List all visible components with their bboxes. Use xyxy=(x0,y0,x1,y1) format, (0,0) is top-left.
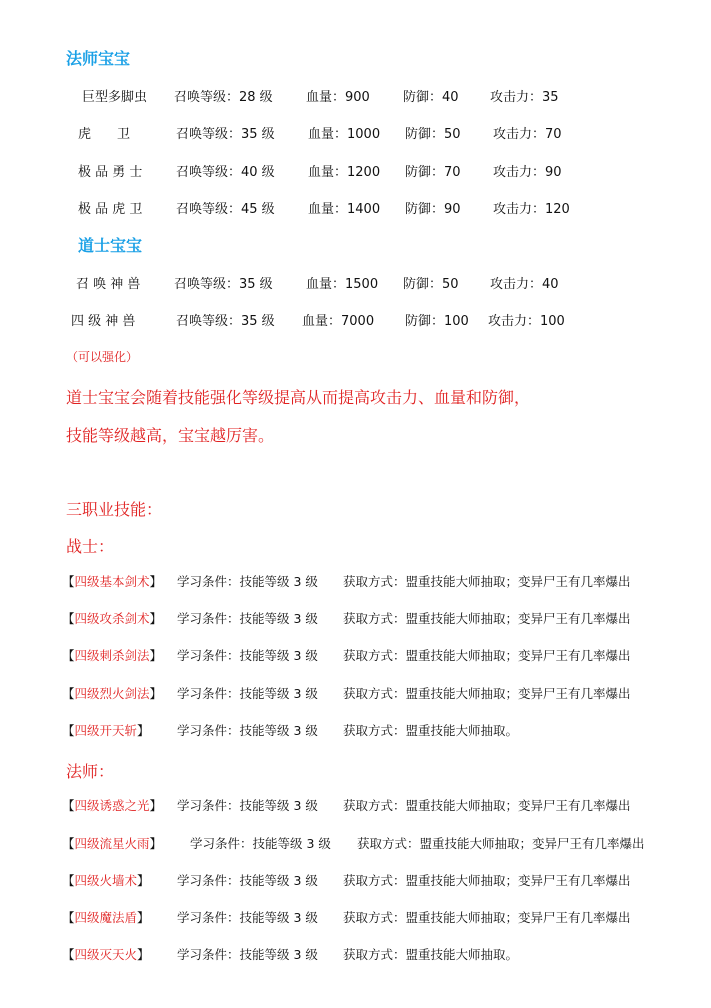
skill-name: 【四级诱惑之光】 xyxy=(62,798,163,813)
pet-level: 召唤等级：40 级 xyxy=(176,165,275,180)
pet-level: 召唤等级：35 级 xyxy=(176,127,275,142)
pet-name: 巨型多脚虫 xyxy=(82,90,148,105)
warrior-heading: 战士： xyxy=(66,537,115,556)
skill-name: 【四级攻杀剑术】 xyxy=(62,611,163,626)
skill-requirement: 学习条件：技能等级 3 级 xyxy=(177,873,318,888)
enhance-note: （可以强化） xyxy=(66,350,139,364)
skill-requirement: 学习条件：技能等级 3 级 xyxy=(177,611,318,626)
skill-name: 【四级火墙术】 xyxy=(62,873,150,888)
skill-requirement: 学习条件：技能等级 3 级 xyxy=(177,798,318,813)
skill-name: 【四级基本剑术】 xyxy=(62,574,163,589)
pet-name: 极 品 勇 士 xyxy=(78,165,143,180)
skill-acquisition: 获取方式：盟重技能大师抽取；变异尸王有几率爆出 xyxy=(357,836,645,851)
skill-name: 【四级烈火剑法】 xyxy=(62,686,163,701)
skill-requirement: 学习条件：技能等级 3 级 xyxy=(177,648,318,663)
pet-atk: 攻击力：90 xyxy=(493,165,562,180)
skill-name: 【四级开天斩】 xyxy=(62,723,150,738)
skill-acquisition: 获取方式：盟重技能大师抽取；变异尸王有几率爆出 xyxy=(343,648,631,663)
skills-heading: 三职业技能： xyxy=(66,500,163,519)
pet-atk: 攻击力：35 xyxy=(490,90,559,105)
pet-def: 防御：40 xyxy=(403,90,459,105)
mage-heading: 法师： xyxy=(66,762,115,781)
skill-requirement: 学习条件：技能等级 3 级 xyxy=(177,910,318,925)
pet-def: 防御：90 xyxy=(405,202,461,217)
pet-level: 召唤等级：35 级 xyxy=(174,277,273,292)
pet-hp: 血量：7000 xyxy=(302,314,375,329)
pet-atk: 攻击力：70 xyxy=(493,127,562,142)
pet-def: 防御：50 xyxy=(403,277,459,292)
pet-name: 召 唤 神 兽 xyxy=(76,277,141,292)
skill-acquisition: 获取方式：盟重技能大师抽取；变异尸王有几率爆出 xyxy=(343,611,631,626)
skill-name: 【四级刺杀剑法】 xyxy=(62,648,163,663)
pet-def: 防御：100 xyxy=(405,314,469,329)
pet-atk: 攻击力：40 xyxy=(490,277,559,292)
skill-acquisition: 获取方式：盟重技能大师抽取。 xyxy=(343,947,519,962)
pet-hp: 血量：1200 xyxy=(308,165,381,180)
taoist-description-line1: 道士宝宝会随着技能强化等级提高从而提高攻击力、血量和防御， xyxy=(66,388,531,407)
pet-hp: 血量：1400 xyxy=(308,202,381,217)
skill-acquisition: 获取方式：盟重技能大师抽取；变异尸王有几率爆出 xyxy=(343,686,631,701)
skill-requirement: 学习条件：技能等级 3 级 xyxy=(177,947,318,962)
pet-name: 四 级 神 兽 xyxy=(71,314,136,329)
pet-name: 虎 卫 xyxy=(78,127,131,142)
skill-requirement: 学习条件：技能等级 3 级 xyxy=(190,836,331,851)
pet-atk: 攻击力：100 xyxy=(488,314,565,329)
taoist-pets-heading: 道士宝宝 xyxy=(78,236,143,255)
pet-level: 召唤等级：45 级 xyxy=(176,202,275,217)
pet-hp: 血量：1000 xyxy=(308,127,381,142)
skill-name: 【四级魔法盾】 xyxy=(62,910,150,925)
pet-atk: 攻击力：120 xyxy=(493,202,570,217)
skill-acquisition: 获取方式：盟重技能大师抽取；变异尸王有几率爆出 xyxy=(343,910,631,925)
skill-acquisition: 获取方式：盟重技能大师抽取；变异尸王有几率爆出 xyxy=(343,574,631,589)
pet-level: 召唤等级：35 级 xyxy=(176,314,275,329)
pet-name: 极 品 虎 卫 xyxy=(78,202,143,217)
pet-hp: 血量：1500 xyxy=(306,277,379,292)
pet-def: 防御：50 xyxy=(405,127,461,142)
skill-acquisition: 获取方式：盟重技能大师抽取；变异尸王有几率爆出 xyxy=(343,798,631,813)
skill-name: 【四级灭天火】 xyxy=(62,947,150,962)
mage-pets-heading: 法师宝宝 xyxy=(66,49,131,68)
pet-def: 防御：70 xyxy=(405,165,461,180)
skill-acquisition: 获取方式：盟重技能大师抽取。 xyxy=(343,723,519,738)
pet-level: 召唤等级：28 级 xyxy=(174,90,273,105)
skill-requirement: 学习条件：技能等级 3 级 xyxy=(177,574,318,589)
taoist-description-line2: 技能等级越高，宝宝越厉害。 xyxy=(66,426,275,445)
skill-name: 【四级流星火雨】 xyxy=(62,836,163,851)
skill-requirement: 学习条件：技能等级 3 级 xyxy=(177,723,318,738)
pet-hp: 血量：900 xyxy=(306,90,370,105)
skill-acquisition: 获取方式：盟重技能大师抽取；变异尸王有几率爆出 xyxy=(343,873,631,888)
skill-requirement: 学习条件：技能等级 3 级 xyxy=(177,686,318,701)
